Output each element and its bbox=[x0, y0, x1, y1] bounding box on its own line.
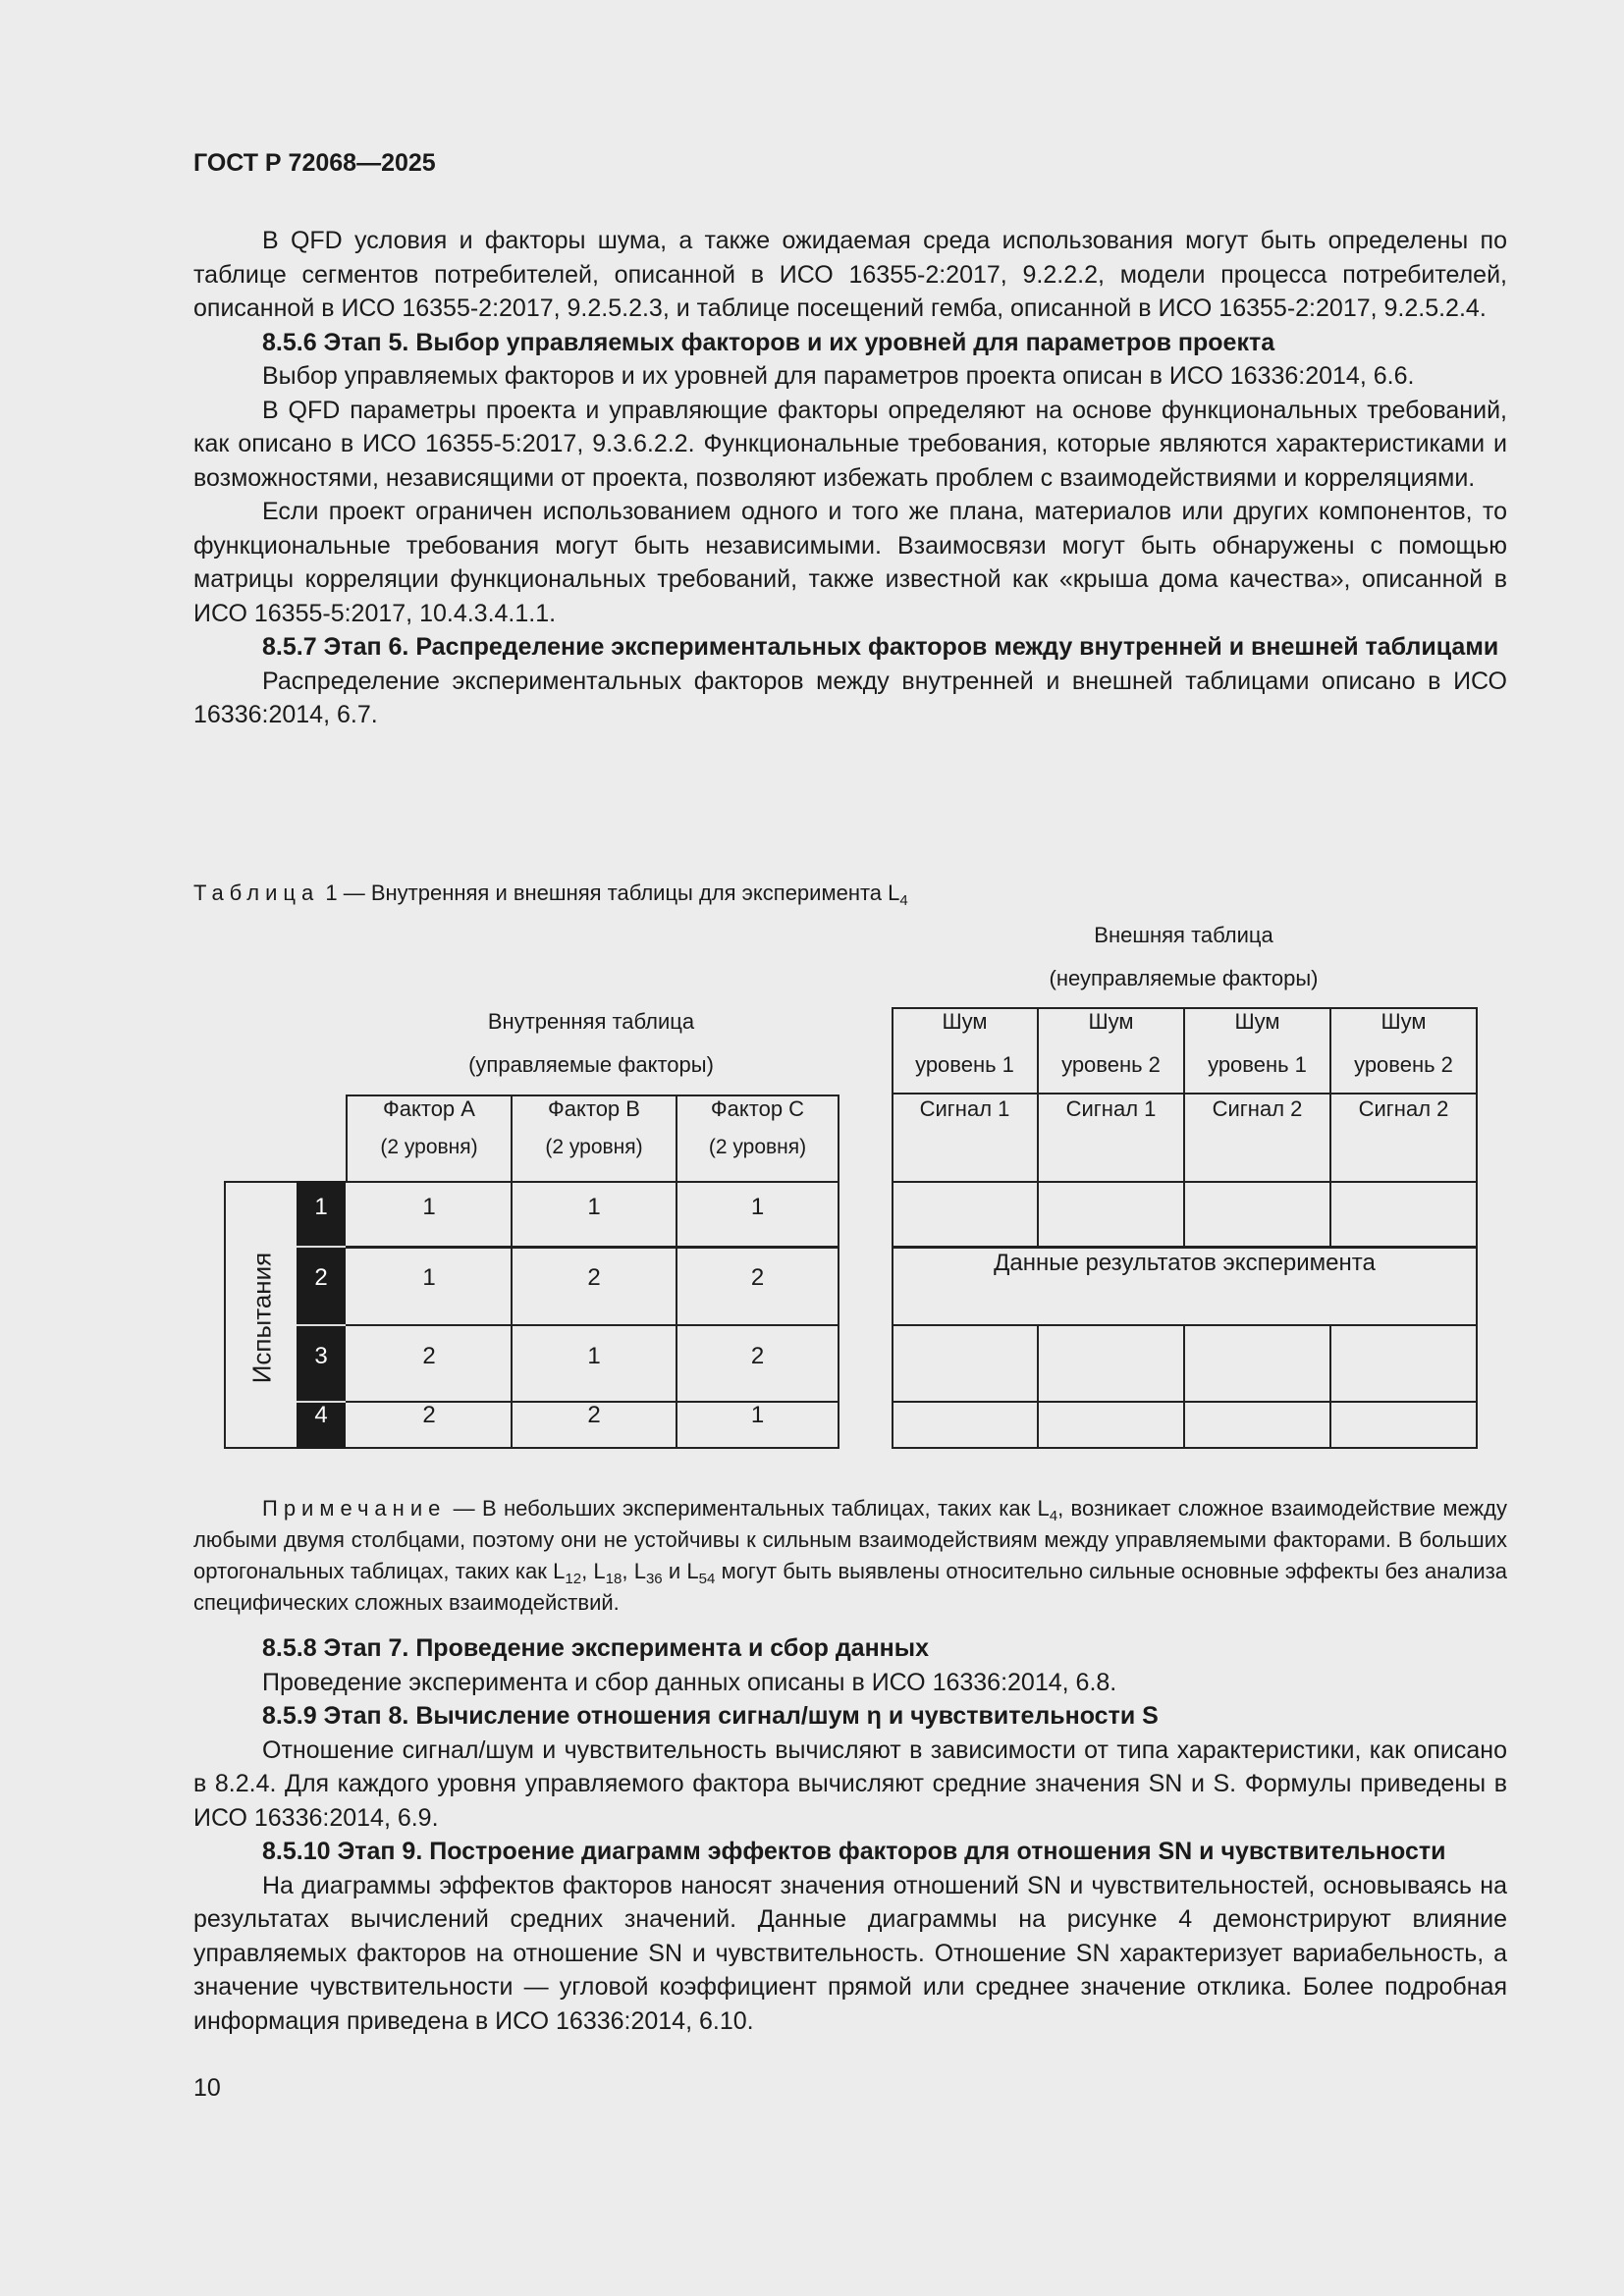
table-cell: 2 bbox=[422, 1402, 436, 1428]
noise-header: Шум bbox=[1088, 1009, 1134, 1034]
paragraph: Выбор управляемых факторов и их уровней для параметров проекта описан в ИСО 16336:2014, 6.6. bbox=[262, 362, 1415, 390]
trials-label: Испытания bbox=[246, 1252, 277, 1384]
signal-header: Сигнал 1 bbox=[1065, 1096, 1157, 1121]
page-number: 10 bbox=[193, 2074, 221, 2102]
table-cell: 2 bbox=[422, 1343, 436, 1369]
trial-number: 4 bbox=[314, 1402, 328, 1428]
outer-table-subtitle: (неуправляемые факторы) bbox=[1049, 966, 1319, 990]
table-cell: 2 bbox=[750, 1343, 765, 1369]
paragraph: Если проект ограничен использованием одного и того же плана, материалов или других компонентов, то функциональные требования могут быть независимыми. Взаимосвязи могут быть обнаружены с помощью матрицы корреляции функциональных требований, также известной как «крыша дома качества», описанной в ИСО 16355-5:2017, 10.4.3.4.1.1. bbox=[193, 498, 1507, 627]
inner-table-subtitle: (управляемые факторы) bbox=[468, 1052, 714, 1077]
table-cell: 1 bbox=[587, 1343, 601, 1369]
noise-header: Шум bbox=[942, 1009, 988, 1034]
table-cell: 1 bbox=[750, 1402, 765, 1428]
trial-number: 1 bbox=[314, 1194, 328, 1220]
signal-header: Сигнал 2 bbox=[1358, 1096, 1449, 1121]
table-cell: 1 bbox=[422, 1194, 436, 1220]
section-heading-8-5-10: 8.5.10 Этап 9. Построение диаграмм эффектов факторов для отношения SN и чувствительности bbox=[262, 1838, 1446, 1865]
section-heading-8-5-9: 8.5.9 Этап 8. Вычисление отношения сигнал/шум η и чувствительности S bbox=[262, 1702, 1159, 1730]
section-heading-8-5-7: 8.5.7 Этап 6. Распределение экспериментальных факторов между внутренней и внешней таблицами bbox=[262, 633, 1499, 661]
paragraph: Проведение эксперимента и сбор данных описаны в ИСО 16336:2014, 6.8. bbox=[262, 1668, 1117, 1696]
table-cell: 2 bbox=[750, 1264, 765, 1291]
table-note: Примечание — В небольших экспериментальных таблицах, таких как $L_4$, возникает сложное взаимодействие между любыми двумя столбцами, поэтому они не устойчивы к сильным взаимодействиям между управляемыми факторами. В больших ортогональных таблицах, таких как $L_{12}$, $L_{18}$, $L_{36}$ и $L_{54}$ могут быть выявлены относительно сильные основные эффекты без анализа специфических сложных взаимодействий. bbox=[193, 1496, 1508, 1615]
text-block-upper bbox=[193, 224, 1507, 732]
table-cell: 1 bbox=[422, 1264, 436, 1291]
trial-number: 2 bbox=[314, 1264, 328, 1291]
paragraph: Распределение экспериментальных факторов между внутренней и внешней таблицами описано в ИСО 16336:2014, 6.7. bbox=[193, 667, 1507, 728]
noise-level: уровень 1 bbox=[1208, 1052, 1307, 1077]
text-block-lower bbox=[193, 1631, 1507, 2038]
inner-table-title: Внутренняя таблица bbox=[487, 1009, 695, 1034]
table-cell: 1 bbox=[587, 1194, 601, 1220]
factor-c-header: Фактор C (2 уровня) bbox=[676, 1095, 839, 1183]
noise-header: Шум bbox=[1380, 1009, 1427, 1034]
signal-header: Сигнал 2 bbox=[1212, 1096, 1303, 1121]
noise-level: уровень 2 bbox=[1354, 1052, 1453, 1077]
signal-header: Сигнал 1 bbox=[919, 1096, 1010, 1121]
table-cell: 1 bbox=[750, 1194, 765, 1220]
outer-table-title: Внешняя таблица bbox=[1094, 923, 1273, 947]
table-caption-text: 1 — Внутренняя и внешняя таблицы для эксперимента L bbox=[319, 881, 900, 905]
table-cell: 2 bbox=[587, 1264, 601, 1291]
table-caption-word: Таблица bbox=[193, 881, 320, 905]
table-cell: 2 bbox=[587, 1402, 601, 1428]
trial-number: 3 bbox=[314, 1343, 328, 1369]
factor-a-header: Фактор A (2 уровня) bbox=[346, 1095, 513, 1183]
noise-header: Шум bbox=[1234, 1009, 1280, 1034]
experiment-results-label: Данные результатов эксперимента bbox=[994, 1250, 1376, 1276]
paragraph: Отношение сигнал/шум и чувствительность вычисляют в зависимости от типа характеристики, как описано в 8.2.4. Для каждого уровня управляемого фактора вычисляют средние значения SN и S. Формулы приведены в ИСО 16336:2014, 6.9. bbox=[193, 1735, 1507, 1832]
table-caption-sub: 4 bbox=[899, 892, 908, 909]
paragraph: В QFD параметры проекта и управляющие факторы определяют на основе функциональных требований, как описано в ИСО 16355-5:2017, 9.3.6.2.2. Функциональные требования, которые являются характеристиками и возможностями, независящими от проекта, позволяют избежать проблем с взаимодействиями и корреляциями. bbox=[193, 396, 1507, 492]
noise-level: уровень 1 bbox=[915, 1052, 1014, 1077]
noise-level: уровень 2 bbox=[1061, 1052, 1161, 1077]
paragraph: На диаграммы эффектов факторов наносят значения отношений SN и чувствительностей, основываясь на результатах вычислений средних значений. Данные диаграммы на рисунке 4 демонстрируют влияние управляемых факторов на отношение SN и чувствительность. Отношение SN характеризует вариабельность, а значение чувствительности — угловой коэффициент прямой или среднее значение отклика. Более подробная информация приведена в ИСО 16336:2014, 6.10. bbox=[193, 1871, 1507, 2035]
factor-b-header: Фактор B (2 уровня) bbox=[511, 1095, 677, 1183]
document-header: ГОСТ Р 72068—2025 bbox=[193, 149, 436, 177]
paragraph: В QFD условия и факторы шума, а также ожидаемая среда использования могут быть определены по таблице сегментов потребителей, описанной в ИСО 16355-2:2017, 9.2.2.2, модели процесса потребителей, описанной в ИСО 16355-2:2017, 9.2.5.2.3, и таблице посещений гемба, описанной в ИСО 16355-2:2017, 9.2.5.2.4. bbox=[193, 227, 1507, 322]
section-heading-8-5-8: 8.5.8 Этап 7. Проведение эксперимента и сбор данных bbox=[262, 1634, 930, 1662]
table-caption bbox=[193, 881, 908, 909]
section-heading-8-5-6: 8.5.6 Этап 5. Выбор управляемых факторов и их уровней для параметров проекта bbox=[262, 328, 1275, 356]
